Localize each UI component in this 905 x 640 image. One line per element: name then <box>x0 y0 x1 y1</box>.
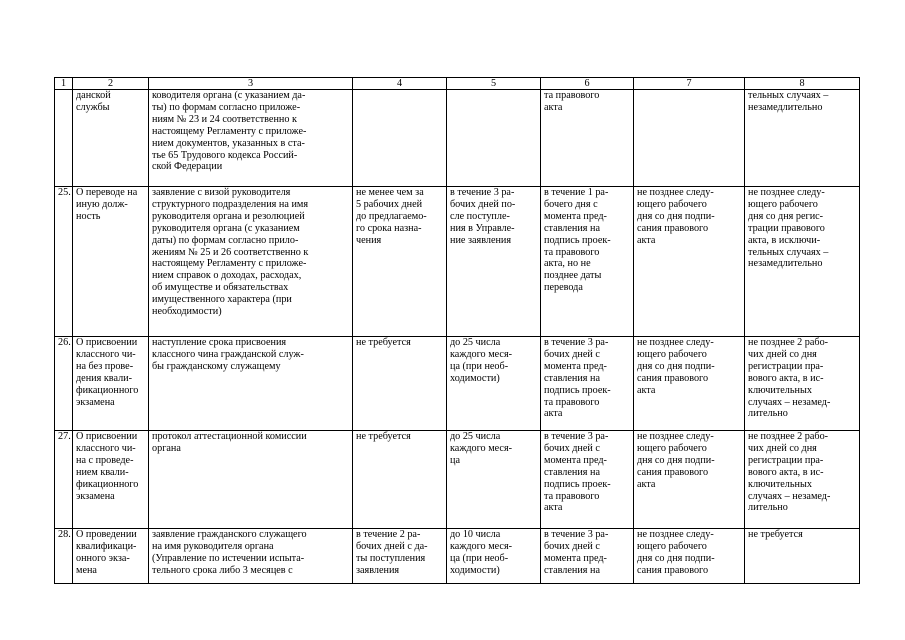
header-row <box>55 78 860 90</box>
cell-deadline-prepare <box>447 529 541 584</box>
cell-deadline-register <box>634 90 745 187</box>
cell-deadline-submit <box>353 529 447 584</box>
cell-text: до 25 числа каждого меся- ца (при необ- ходимости) <box>450 337 513 384</box>
row-number: 26. <box>55 337 73 431</box>
cell-deadline-sign <box>541 337 634 431</box>
cell-text: О присвоении классного чи- на без прове- дения квали- фикационного экзамена <box>76 337 139 408</box>
cell-text: в течение 1 ра- бочего дня с момента пред- ставления на подпись проек- та правового акта, но не позднее даты перевода <box>544 187 611 294</box>
cell-deadline-sign <box>541 529 634 584</box>
cell-deadline-register <box>634 337 745 431</box>
header-cell: 5 <box>447 78 541 90</box>
cell-basis <box>149 337 353 431</box>
row-number <box>55 90 73 187</box>
cell-subject <box>73 90 149 187</box>
table-row <box>55 529 860 584</box>
cell-text: не позднее следу- ющего рабочего дня со дня подпи- сания правового акта <box>637 431 715 490</box>
table-row <box>55 187 860 337</box>
cell-text: не позднее следу- ющего рабочего дня со дня подпи- сания правового акта <box>637 187 715 246</box>
cell-text: в течение 3 ра- бочих дней по- сле поступле- ния в Управле- ние заявления <box>450 187 516 246</box>
cell-deadline-register <box>634 431 745 529</box>
cell-text: не позднее 2 рабо- чих дней со дня регистрации пра- вового акта, в ис- ключительных случаях – незамед- лительно <box>748 337 831 420</box>
cell-deadline-sign <box>541 90 634 187</box>
cell-deadline-submit <box>353 90 447 187</box>
cell-text: данской службы <box>76 90 111 113</box>
header-cell: 1 <box>55 78 73 90</box>
cell-deadline-register <box>634 187 745 337</box>
header-cell: 6 <box>541 78 634 90</box>
cell-deadline-prepare <box>447 187 541 337</box>
cell-text: О переводе на иную долж- ность <box>76 187 138 222</box>
header-cell: 4 <box>353 78 447 90</box>
cell-text: в течение 3 ра- бочих дней с момента пред- ставления на подпись проек- та правового акта <box>544 431 611 514</box>
cell-text: ководителя органа (с указанием да- ты) по формам согласно приложе- ниям № 23 и 24 соответственно к настоящему Регламенту с приложе- нием документов, указанных в ста- тье 65 Трудового кодекса Россий- ской Федерации <box>152 90 307 173</box>
cell-basis <box>149 529 353 584</box>
cell-deadline-prepare <box>447 431 541 529</box>
cell-deadline-notify <box>745 90 860 187</box>
cell-text: не требуется <box>748 529 803 540</box>
cell-text: наступление срока присвоения классного чина гражданской служ- бы гражданскому служащему <box>152 337 304 372</box>
cell-deadline-sign <box>541 187 634 337</box>
cell-deadline-sign <box>541 431 634 529</box>
cell-text: заявление с визой руководителя структурного подразделения на имя руководителя органа и резолюцией руководителя органа (с указанием даты) по формам согласно прило- жениям № 25 и 26 соответственно к настоящему Регламенту с приложе- нием справок о доходах, расходах, об имуществе и обязательствах имущественного характера (при необходимости) <box>152 187 309 318</box>
cell-text: не позднее следу- ющего рабочего дня со дня подпи- сания правового <box>637 529 715 576</box>
regulation-table <box>54 77 860 584</box>
row-number: 25. <box>55 187 73 337</box>
cell-text: не позднее 2 рабо- чих дней со дня регистрации пра- вового акта, в ис- ключительных случаях – незамед- лительно <box>748 431 831 514</box>
cell-basis <box>149 90 353 187</box>
cell-deadline-notify <box>745 431 860 529</box>
table-row <box>55 90 860 187</box>
cell-text: тельных случаях – незамедлительно <box>748 90 829 113</box>
cell-basis <box>149 431 353 529</box>
cell-deadline-submit <box>353 431 447 529</box>
cell-deadline-prepare <box>447 90 541 187</box>
cell-subject <box>73 431 149 529</box>
row-number: 28. <box>55 529 73 584</box>
cell-subject <box>73 187 149 337</box>
cell-deadline-register <box>634 529 745 584</box>
table-row <box>55 337 860 431</box>
cell-text: не позднее следу- ющего рабочего дня со дня регис- трации правового акта, в исключи- тельных случаях – незамедлительно <box>748 187 829 270</box>
cell-text: О присвоении классного чи- на с проведе- нием квали- фикационного экзамена <box>76 431 139 502</box>
cell-subject <box>73 529 149 584</box>
cell-text: не требуется <box>356 337 411 348</box>
cell-deadline-prepare <box>447 337 541 431</box>
cell-text: в течение 3 ра- бочих дней с момента пред- ставления на <box>544 529 609 576</box>
cell-text: не менее чем за 5 рабочих дней до предлагаемо- го срока назна- чения <box>356 187 427 246</box>
cell-text: в течение 2 ра- бочих дней с да- ты поступления заявления <box>356 529 428 576</box>
cell-basis <box>149 187 353 337</box>
header-cell: 3 <box>149 78 353 90</box>
cell-text: не позднее следу- ющего рабочего дня со дня подпи- сания правового акта <box>637 337 715 396</box>
cell-text: до 25 числа каждого меся- ца <box>450 431 513 466</box>
header-cell: 7 <box>634 78 745 90</box>
header-cell: 2 <box>73 78 149 90</box>
cell-deadline-notify <box>745 187 860 337</box>
cell-subject <box>73 337 149 431</box>
cell-deadline-notify <box>745 337 860 431</box>
cell-text: не требуется <box>356 431 411 442</box>
cell-text: до 10 числа каждого меся- ца (при необ- ходимости) <box>450 529 513 576</box>
cell-text: та правового акта <box>544 90 600 113</box>
cell-text: заявление гражданского служащего на имя руководителя органа (Управление по истечении испыта- тельного срока либо 3 месяцев с <box>152 529 307 576</box>
header-cell: 8 <box>745 78 860 90</box>
cell-deadline-notify <box>745 529 860 584</box>
cell-text: в течение 3 ра- бочих дней с момента пред- ставления на подпись проек- та правового акта <box>544 337 611 420</box>
row-number: 27. <box>55 431 73 529</box>
cell-deadline-submit <box>353 337 447 431</box>
cell-deadline-submit <box>353 187 447 337</box>
cell-text: О проведении квалификаци- онного экза- мена <box>76 529 137 576</box>
table-row <box>55 431 860 529</box>
cell-text: протокол аттестационной комиссии органа <box>152 431 307 454</box>
